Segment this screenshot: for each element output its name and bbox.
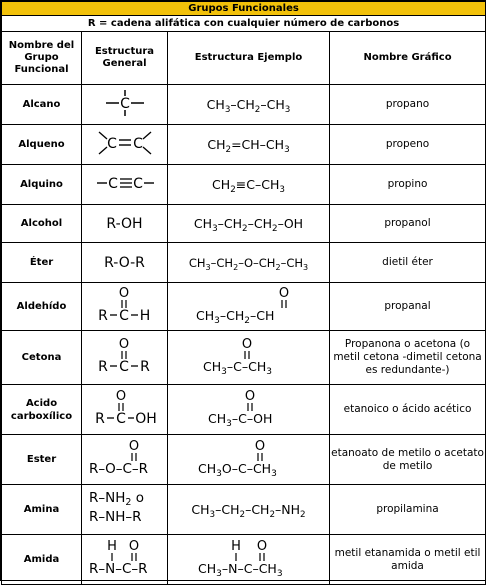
- example-structure: [168, 535, 330, 585]
- graphic-name: propanol: [330, 205, 486, 243]
- carboxylic-acid-general-structure-icon: [90, 388, 160, 428]
- row-name: Ester: [2, 435, 82, 485]
- row-name: Alqueno: [2, 125, 82, 165]
- amine-general-structure-icon: [85, 485, 165, 527]
- svg-text:CH3–C–OH: $CH_3-C-OH$: [207, 410, 272, 428]
- general-structure: [82, 535, 168, 585]
- general-structure: [82, 385, 168, 435]
- graphic-name: dietil éter: [330, 243, 486, 283]
- general-structure: [82, 331, 168, 385]
- header-name: Nombre del Grupo Funcional: [2, 32, 82, 85]
- graphic-name: propeno: [330, 125, 486, 165]
- example-structure: [168, 435, 330, 485]
- graphic-name: etanoico o ácido acético: [330, 385, 486, 435]
- row-name: Cetona: [2, 331, 82, 385]
- example-structure: $CH_3-CH_2-CH_2-OH$: [168, 205, 330, 243]
- table-row: [2, 435, 486, 485]
- row-name: Amina: [2, 485, 82, 535]
- svg-text:O: O: [118, 285, 129, 301]
- svg-text:C: C: [118, 358, 129, 375]
- row-name: Aldehído: [2, 283, 82, 331]
- svg-text:O: O: [241, 336, 252, 352]
- svg-text:O: O: [115, 388, 126, 404]
- graphic-name: propino: [330, 165, 486, 205]
- svg-text:C: C: [115, 410, 126, 427]
- svg-text:H: H: [230, 538, 241, 554]
- svg-text:H: H: [106, 538, 117, 554]
- svg-text:C: C: [107, 175, 118, 192]
- svg-text:O: O: [118, 336, 129, 352]
- table-title: Grupos Funcionales: [2, 2, 486, 16]
- table-row: [2, 485, 486, 535]
- svg-text:R: R: [97, 358, 108, 375]
- header-row: [2, 32, 486, 85]
- header-general: Estructura General: [82, 32, 168, 85]
- header-example: Estructura Ejemplo: [168, 32, 330, 85]
- table-row: [2, 85, 486, 125]
- table-row: [2, 243, 486, 283]
- svg-text:OH: OH: [134, 410, 157, 427]
- example-structure: [168, 331, 330, 385]
- svg-text:CH3–CH2–CH: $CH_3-CH_2-CH$: [195, 307, 274, 325]
- example-structure: $CH_2\equiv C-CH_3$: [168, 165, 330, 205]
- svg-text:CH3O–C–CH3: $CH_3O-C-CH_3$: [197, 460, 277, 478]
- methyl-ethanamide-example-structure-icon: [194, 538, 304, 578]
- amide-general-structure-icon: [85, 538, 165, 578]
- row-name: Éter: [2, 243, 82, 283]
- ester-general-structure-icon: [85, 438, 165, 478]
- row-name: Alcohol: [2, 205, 82, 243]
- table-row: [2, 125, 486, 165]
- example-structure: $CH_2=CH-CH_3$: [168, 125, 330, 165]
- svg-text:R: R: [139, 358, 150, 375]
- svg-text:O: O: [254, 438, 265, 454]
- subtitle-row: [2, 16, 486, 32]
- example-structure: $CH_3-CH_2-CH_2-NH_2$: [168, 485, 330, 535]
- alkyne-general-structure-icon: [93, 171, 157, 195]
- row-name: Amida: [2, 535, 82, 585]
- header-graphic: Nombre Gráfico: [330, 32, 486, 85]
- graphic-name: propilamina: [330, 485, 486, 535]
- general-structure: R-OH: [82, 205, 168, 243]
- general-structure: [82, 283, 168, 331]
- svg-text:O: O: [256, 538, 267, 554]
- table-row: [2, 205, 486, 243]
- svg-text:C: C: [132, 135, 143, 152]
- propanal-example-structure-icon: [194, 285, 304, 325]
- alkane-general-structure-icon: [100, 88, 150, 118]
- general-structure: R-O-R: [82, 243, 168, 283]
- svg-text:H: H: [139, 307, 150, 324]
- graphic-name: propanal: [330, 283, 486, 331]
- table-row: [2, 165, 486, 205]
- row-name: Alcano: [2, 85, 82, 125]
- graphic-name: propano: [330, 85, 486, 125]
- svg-text:C: C: [118, 307, 129, 324]
- svg-text:C: C: [132, 175, 143, 192]
- svg-text:O: O: [278, 285, 289, 301]
- svg-text:CH3–C–CH3: $CH_3-C-CH_3$: [202, 358, 272, 376]
- ketone-general-structure-icon: [93, 336, 157, 376]
- functional-groups-table: [1, 1, 486, 585]
- svg-text:C: C: [106, 135, 117, 152]
- aldehyde-general-structure-icon: [93, 285, 157, 325]
- row-name: Alquino: [2, 165, 82, 205]
- graphic-name: metil etanamida o metil etil amida: [330, 535, 486, 585]
- table-row: [2, 283, 486, 331]
- table-subtitle: R = cadena alifática con cualquier número de carbonos: [2, 16, 486, 32]
- svg-text:R: R: [97, 307, 108, 324]
- svg-text:R–NH–R: R–NH–R: [88, 509, 142, 525]
- example-structure: [168, 283, 330, 331]
- methyl-acetate-example-structure-icon: [194, 438, 304, 478]
- general-structure: [82, 485, 168, 535]
- svg-text:O: O: [128, 438, 139, 454]
- svg-text:R: R: [94, 410, 105, 427]
- svg-text:O: O: [128, 538, 139, 554]
- svg-text:O: O: [244, 388, 255, 404]
- svg-text:R–NH2 o: $R-NH_2$ o: [88, 490, 144, 508]
- svg-text:R–O–C–R: R–O–C–R: [88, 460, 148, 477]
- svg-text:C: C: [119, 95, 130, 112]
- svg-text:R–N–C–R: R–N–C–R: [88, 560, 148, 577]
- general-structure: [82, 125, 168, 165]
- table-row: [2, 331, 486, 385]
- acetone-example-structure-icon: [199, 336, 299, 376]
- example-structure: $CH_3-CH_2-O-CH_2-CH_3$: [168, 243, 330, 283]
- graphic-name: Propanona o acetona (o metil cetona -dimetil cetona es redundante-): [330, 331, 486, 385]
- general-structure: [82, 165, 168, 205]
- svg-text:CH3–N–C–CH3: $CH_3-N-C-CH_3$: [197, 560, 283, 578]
- example-structure: $CH_3-CH_2-CH_3$: [168, 85, 330, 125]
- acetic-acid-example-structure-icon: [204, 388, 294, 428]
- alkene-general-structure-icon: [95, 128, 155, 158]
- general-structure: [82, 85, 168, 125]
- graphic-name: etanoato de metilo o acetato de metilo: [330, 435, 486, 485]
- table-row: [2, 535, 486, 585]
- row-name: Acido carboxílico: [2, 385, 82, 435]
- example-structure: [168, 385, 330, 435]
- table-row: [2, 385, 486, 435]
- general-structure: [82, 435, 168, 485]
- title-row: [2, 2, 486, 16]
